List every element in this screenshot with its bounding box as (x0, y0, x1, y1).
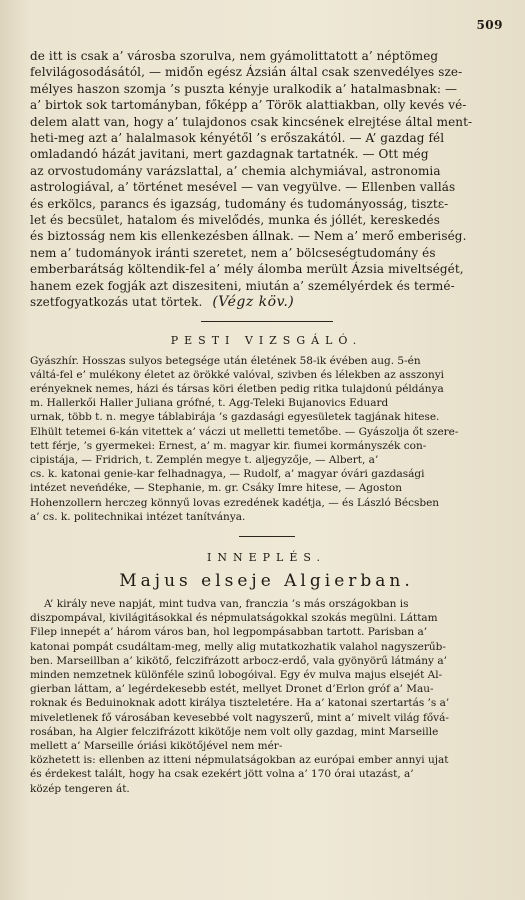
text-line: delem alatt van, hogy a’ tulajdonos csak kincsének elrejtése által ment- (30, 114, 473, 129)
text-line: intézet neveńdéke, — Stephanie, m. gr. Csáky Imre hitese, — Agoston (30, 482, 403, 495)
text-line: váltá-fel e’ mulékony életet az örökké valóval, szivben és lélekben az asszonyi (30, 368, 445, 381)
text-line: nem a’ tudományok iránti szeretet, nem a’ bölcseségtudomány és (30, 245, 436, 260)
text-line: és érdekest talált, hogy ha csak ezekért jött volna a’ 170 órai utazást, a’ (30, 768, 414, 781)
vizsgalo-text (30, 354, 503, 524)
text-line: Gyászhír. Hosszas sulyos betegsége után életének 58-ik évében aug. 5-én (30, 354, 421, 367)
text-line: a’ cs. k. politechnikai intézet tanítványa. (30, 510, 246, 523)
text-line: let és becsület, hatalom és mivelődés, munka és jóllét, kereskedés (30, 213, 440, 228)
text-line: a’ birtok sok tartományban, főképp a’ Török alattiakban, olly kevés vé- (30, 98, 467, 113)
text-line: erényeknek nemes, házi és társas köri életben pedig ritka tulajdonú példánya (30, 382, 444, 395)
text-line: A’ király neve napját, mint tudva van, francziа ’s más országokban is (44, 597, 409, 610)
text-line: cipistája, — Fridrich, t. Zemplén megye t. aljegyzője, — Albert, a’ (30, 453, 379, 466)
text-line: felvilágosodásától, — midőn egész Ázsián által csak szenvedélyes sze- (30, 65, 463, 80)
text-line: cs. k. katonai genie-kar felhadnagya, — Rudolf, a’ magyar óvári gazdasági (30, 468, 425, 481)
text-line (30, 294, 503, 310)
text-line: hanem ezek fogják azt diszesiteni, miután a’ személyérdek és termé- (30, 278, 455, 293)
article-title: Majus elseje Algierban. (119, 570, 414, 591)
section-heading-inneples: INNEPLÉS. (206, 550, 326, 564)
text-line: mellett a’ Marseille óriási kikötőjével nem mér- (30, 739, 283, 752)
text-line: közhetett is: ellenben az itteni népmulatságokban az európai ember annyi ujat (30, 754, 449, 767)
text-line: astrologiával, a’ történet mesével — van vegyülve. — Ellenben vallás (30, 180, 456, 195)
text-line: tett férje, ’s gyermekei: Ernest, a’ m. magyar kir. fiumei kormányszék con- (30, 439, 427, 452)
text-line: urnak, több t. n. megye táblabirája ’s gazdasági egyesületek tagjának hitese. (30, 411, 440, 424)
text-line: katonai pompát csudáltam-meg, melly alig mutatkozhatik valahol nagyszerűb- (30, 640, 446, 653)
text-line: Hohenzollern herczeg könnyű lovas ezredének kadétja, — és László Bécsben (30, 496, 440, 509)
text-line: diszpompával, kivilágitásokkal és népmulatságokkal szokás megülni. Láttam (30, 612, 438, 625)
text-line: Elhült tetemei 6-kán vitettek a’ váczi ut melletti temetőbe. — Gyászolja őt szere- (30, 425, 459, 438)
text-line: heti-meg azt a’ halalmasok kényétől ’s erőszakától. — A’ gazdag fél (30, 131, 445, 146)
text-line: az orvostudomány varázslattal, a’ chemia alchymiával, astronomia (30, 163, 441, 178)
inneples-text (30, 597, 503, 796)
text-line: roknak és Beduinoknak adott királya tiszteletére. Ha a’ katonai szertartás ’s a’ (30, 697, 450, 710)
text-line: miveletlenek fő városában kevesebbé volt nagyszerű, mint a’ mivelt világ fővá- (30, 711, 449, 724)
text-line: gierban láttam, a’ legérdekesebb estét, mellyet Dronet d’Erlon gróf a’ Mau- (30, 683, 434, 696)
text-line: Filep innepét a’ három város ban, hol legpompásabban tartott. Parisban a’ (30, 626, 428, 639)
handwritten-note: (Végz köv.) (212, 294, 295, 311)
text-line: de itt is csak a’ városba szorulva, nem gyámolittatott a’ néptömeg (30, 49, 439, 63)
text-line: mélyes haszon szomja ’s puszta kényje uralkodik a’ hatalmasbnak: — (30, 81, 458, 96)
last-line-text: szetfogyatkozás utat törtek. (30, 295, 203, 310)
section-heading-vizsgalo: PESTI VIZSGÁLÓ. (170, 333, 363, 347)
text-line: rosában, ha Algier felczifrázott kikötője nem volt olly gazdag, mint Marseille (30, 725, 439, 738)
section-divider (201, 321, 333, 322)
text-line: emberbarátság költendik-fel a’ mély álomba merült Ázsia miveltségét, (30, 262, 464, 277)
continuation-text (30, 48, 503, 311)
text-line: és erkölcs, parancs és igazság, tudomány és tudományosság, tisztε- (30, 196, 449, 211)
text-line: közép tengeren át. (30, 782, 130, 795)
text-line: és biztosság nem kis ellenkezésben állnak. — Nem a’ merő emberiség. (30, 229, 467, 244)
page-number: 509 (476, 18, 503, 32)
text-line: m. Hallerkői Haller Juliana grófné, t. Agg-Teleki Bujanovics Eduard (30, 397, 389, 410)
text-line: ben. Marseillban a’ kikötő, felczifrázott arbocz-erdő, vala gyönyörű látmány a’ (30, 654, 447, 667)
text-line: omladandó házát javitani, mert gazdagnak tartatnék. — Ott még (30, 147, 429, 162)
text-line: minden nemzetnek különféle szinű lobogóival. Egy év mulva majus elsejét Al- (30, 668, 443, 681)
section-divider (239, 536, 295, 537)
